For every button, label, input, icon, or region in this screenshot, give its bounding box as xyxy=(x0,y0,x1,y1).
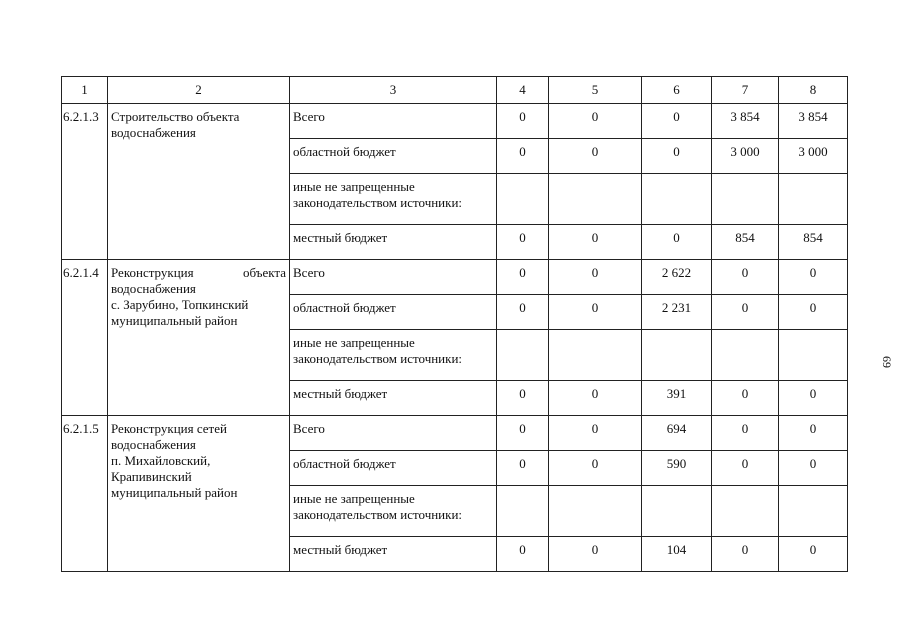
value-cell-regional: 0 xyxy=(549,139,642,174)
value-cell-local: 0 xyxy=(549,225,642,260)
header-cell: 4 xyxy=(497,77,549,104)
source-label-other: иные не запрещенные законодательством источники: xyxy=(290,174,497,225)
header-cell: 2 xyxy=(108,77,290,104)
value-cell-total: 0 xyxy=(497,416,549,451)
value-cell-total: 694 xyxy=(642,416,712,451)
value-cell-total: 0 xyxy=(549,416,642,451)
value-cell-regional: 0 xyxy=(549,295,642,330)
value-cell-regional: 3 000 xyxy=(712,139,779,174)
value-cell-regional: 0 xyxy=(779,451,848,486)
item-name-line: с. Зарубино, Топкинский xyxy=(111,297,249,312)
source-label-other: иные не запрещенные законодательством источники: xyxy=(290,486,497,537)
header-row xyxy=(62,77,848,104)
item-name-line: водоснабжения xyxy=(111,281,196,296)
item-name-line: п. Михайловский, xyxy=(111,453,211,468)
value-cell-total: 0 xyxy=(549,260,642,295)
header-cell: 7 xyxy=(712,77,779,104)
value-cell-empty xyxy=(642,330,712,381)
table-row xyxy=(62,104,848,139)
value-cell-local: 854 xyxy=(779,225,848,260)
value-cell-regional: 0 xyxy=(497,139,549,174)
table-row xyxy=(62,416,848,451)
source-label-local: местный бюджет xyxy=(290,537,497,572)
value-cell-local: 391 xyxy=(642,381,712,416)
source-label-local: местный бюджет xyxy=(290,381,497,416)
header-cell: 6 xyxy=(642,77,712,104)
value-cell-empty xyxy=(549,174,642,225)
value-cell-empty xyxy=(549,330,642,381)
source-label-regional: областной бюджет xyxy=(290,139,497,174)
item-name-line: муниципальный район xyxy=(111,313,238,328)
item-name xyxy=(108,260,290,416)
value-cell-empty xyxy=(642,486,712,537)
budget-table xyxy=(61,76,848,572)
value-cell-regional: 0 xyxy=(779,295,848,330)
item-name-line: муниципальный район xyxy=(111,485,238,500)
value-cell-regional: 0 xyxy=(712,451,779,486)
value-cell-local: 854 xyxy=(712,225,779,260)
value-cell-local: 0 xyxy=(642,225,712,260)
source-label-regional: областной бюджет xyxy=(290,295,497,330)
value-cell-total: 0 xyxy=(779,416,848,451)
value-cell-regional: 0 xyxy=(549,451,642,486)
value-cell-regional: 0 xyxy=(497,295,549,330)
value-cell-local: 0 xyxy=(497,381,549,416)
item-code: 6.2.1.5 xyxy=(62,416,108,572)
value-cell-local: 0 xyxy=(497,537,549,572)
header-cell: 5 xyxy=(549,77,642,104)
item-name-line: водоснабжения xyxy=(111,437,196,452)
value-cell-empty xyxy=(497,174,549,225)
item-code: 6.2.1.3 xyxy=(62,104,108,260)
value-cell-local: 0 xyxy=(779,537,848,572)
page-number: 69 xyxy=(880,356,894,368)
source-label-total: Всего xyxy=(290,416,497,451)
item-name-line: Крапивинский xyxy=(111,469,192,484)
value-cell-total: 0 xyxy=(779,260,848,295)
source-label-other: иные не запрещенные законодательством источники: xyxy=(290,330,497,381)
value-cell-total: 2 622 xyxy=(642,260,712,295)
value-cell-total: 0 xyxy=(549,104,642,139)
value-cell-local: 0 xyxy=(497,225,549,260)
header-cell: 8 xyxy=(779,77,848,104)
value-cell-empty xyxy=(497,486,549,537)
value-cell-empty xyxy=(497,330,549,381)
value-cell-empty xyxy=(779,174,848,225)
value-cell-empty xyxy=(712,174,779,225)
value-cell-total: 0 xyxy=(497,104,549,139)
value-cell-local: 0 xyxy=(549,537,642,572)
value-cell-regional: 590 xyxy=(642,451,712,486)
value-cell-local: 0 xyxy=(549,381,642,416)
value-cell-empty xyxy=(549,486,642,537)
value-cell-empty xyxy=(712,330,779,381)
item-name-line: Реконструкция объекта xyxy=(111,265,286,280)
item-name-line: Реконструкция сетей xyxy=(111,421,227,436)
item-name xyxy=(108,104,290,260)
item-name-line: Строительство объекта xyxy=(111,109,240,124)
source-label-regional: областной бюджет xyxy=(290,451,497,486)
value-cell-local: 0 xyxy=(712,537,779,572)
value-cell-empty xyxy=(642,174,712,225)
value-cell-total: 0 xyxy=(712,260,779,295)
value-cell-local: 104 xyxy=(642,537,712,572)
value-cell-regional: 3 000 xyxy=(779,139,848,174)
value-cell-regional: 0 xyxy=(642,139,712,174)
table-row xyxy=(62,260,848,295)
value-cell-total: 0 xyxy=(712,416,779,451)
value-cell-regional: 0 xyxy=(712,295,779,330)
source-label-total: Всего xyxy=(290,260,497,295)
source-label-local: местный бюджет xyxy=(290,225,497,260)
value-cell-regional: 2 231 xyxy=(642,295,712,330)
item-name xyxy=(108,416,290,572)
source-label-total: Всего xyxy=(290,104,497,139)
value-cell-total: 0 xyxy=(642,104,712,139)
value-cell-local: 0 xyxy=(712,381,779,416)
value-cell-regional: 0 xyxy=(497,451,549,486)
item-name-line: водоснабжения xyxy=(111,125,196,140)
value-cell-empty xyxy=(779,486,848,537)
value-cell-total: 3 854 xyxy=(779,104,848,139)
item-code: 6.2.1.4 xyxy=(62,260,108,416)
value-cell-total: 3 854 xyxy=(712,104,779,139)
value-cell-local: 0 xyxy=(779,381,848,416)
value-cell-total: 0 xyxy=(497,260,549,295)
header-cell: 3 xyxy=(290,77,497,104)
value-cell-empty xyxy=(779,330,848,381)
value-cell-empty xyxy=(712,486,779,537)
header-cell: 1 xyxy=(62,77,108,104)
